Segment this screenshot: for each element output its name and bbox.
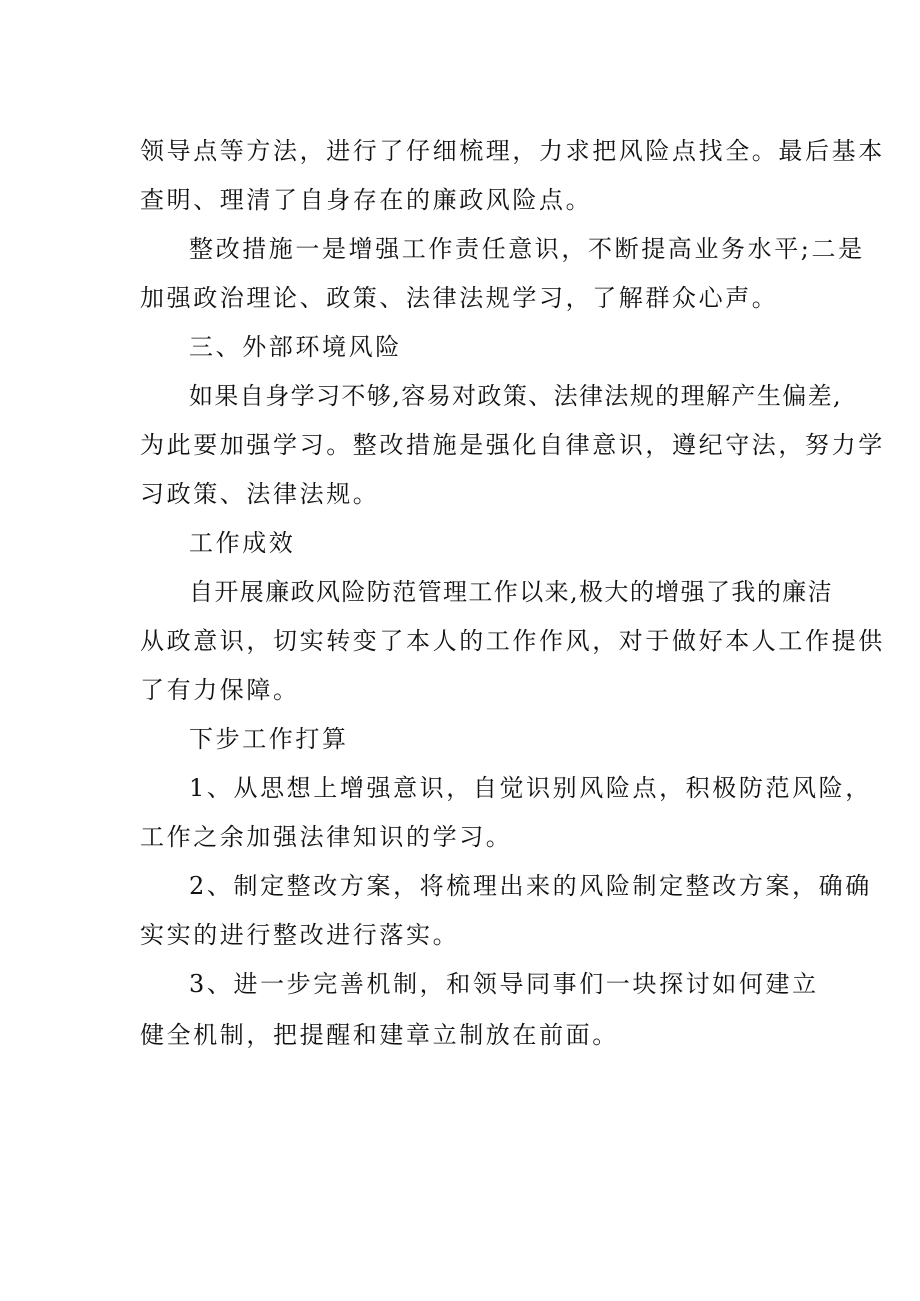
paragraph-line: 自开展廉政风险防范管理工作以来,极大的增强了我的廉洁 [189, 578, 834, 606]
list-item-line: 工作之余加强法律知识的学习。 [140, 823, 513, 851]
paragraph-line: 为此要加强学习。整改措施是强化自律意识，遵纪守法，努力学 [140, 431, 885, 459]
list-item-line: 实实的进行整改进行落实。 [140, 921, 460, 949]
section-heading: 下步工作打算 [189, 725, 349, 753]
paragraph-line: 了有力保障。 [140, 676, 300, 704]
paragraph-line: 从政意识，切实转变了本人的工作作风，对于做好本人工作提供 [140, 627, 885, 655]
list-item-line: 3、进一步完善机制，和领导同事们一块探讨如何建立 [189, 970, 819, 998]
paragraph-line: 领导点等方法，进行了仔细梳理，力求把风险点找全。最后基本 [140, 137, 885, 165]
paragraph-line: 加强政治理论、政策、法律法规学习，了解群众心声。 [140, 284, 779, 312]
list-item-line: 1、从思想上增强意识，自觉识别风险点，积极防范风险， [189, 774, 872, 802]
list-item-line: 2、制定整改方案，将梳理出来的风险制定整改方案，确确 [189, 872, 872, 900]
paragraph-line: 查明、理清了自身存在的廉政风险点。 [140, 186, 593, 214]
list-item-line: 健全机制，把提醒和建章立制放在前面。 [140, 1021, 619, 1049]
paragraph-line: 如果自身学习不够,容易对政策、法律法规的理解产生偏差, [189, 382, 843, 410]
paragraph-line: 习政策、法律法规。 [140, 480, 380, 508]
paragraph-line: 整改措施一是增强工作责任意识，不断提高业务水平;二是 [189, 235, 865, 263]
section-heading: 三、外部环境风险 [189, 333, 402, 361]
section-heading: 工作成效 [189, 529, 296, 557]
